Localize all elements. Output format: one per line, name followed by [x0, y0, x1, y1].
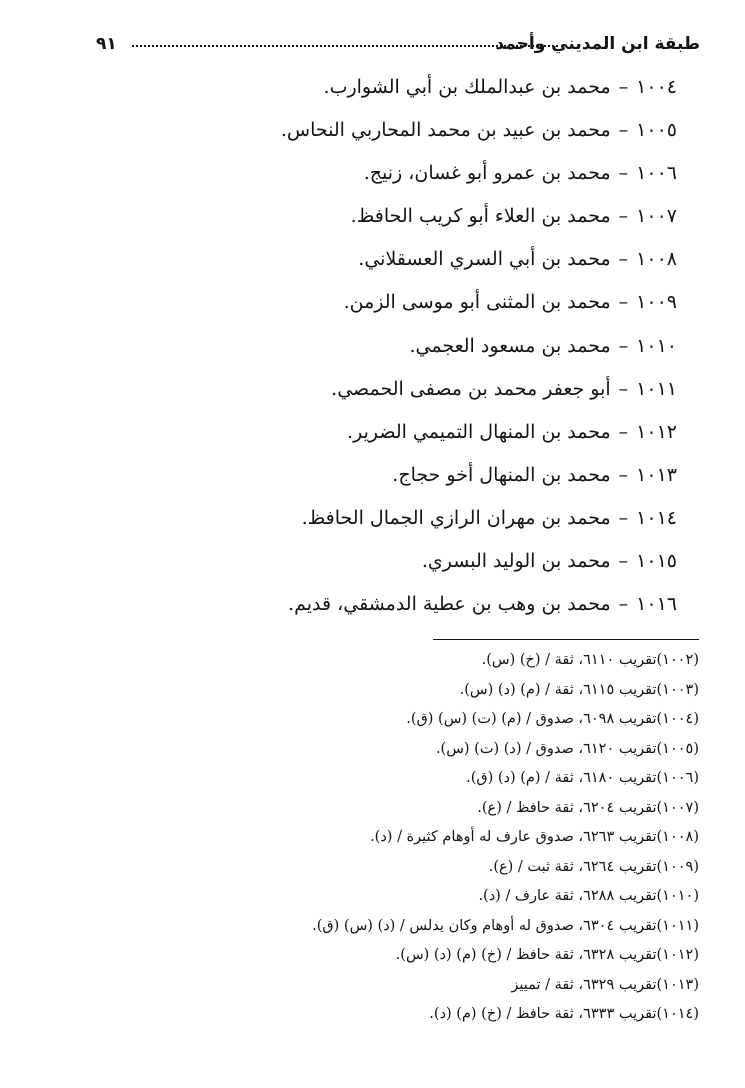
entry-dash: – — [618, 76, 629, 98]
entry-number: ١٠١٦ — [636, 593, 677, 616]
entry-dash: – — [618, 463, 629, 486]
entry-dash: – — [618, 119, 629, 142]
entry-number: ١٠٠٨ — [636, 248, 677, 271]
narrator-entry — [117, 281, 677, 324]
narrator-entry — [117, 325, 677, 368]
entry-text: محمد بن الوليد البسري. — [421, 550, 611, 573]
entry-text: أبو جعفر محمد بن مصفى الحمصي. — [331, 377, 611, 400]
entry-dash: – — [618, 377, 629, 400]
entry-text: محمد بن المثنى أبو موسى الزمن. — [343, 291, 611, 314]
footnote: (١٠١٣)تقريب ٦٣٢٩، ثقة / تمييز — [511, 976, 699, 993]
entry-number: ١٠٠٧ — [636, 205, 677, 228]
entry-text: محمد بن وهب بن عطية الدمشقي، قديم. — [288, 593, 611, 616]
footnote: (١٠٠٦)تقريب ٦١٨٠، ثقة / (م) (د) (ق). — [466, 770, 699, 786]
footnote: (١٠٠٨)تقريب ٦٢٦٣، صدوق عارف له أوهام كثيرة / (د). — [370, 829, 699, 845]
page-number: ٩١ — [96, 34, 117, 54]
footnote: (١٠١٤)تقريب ٦٣٣٣، ثقة حافظ / (خ) (م) (د). — [429, 1006, 699, 1022]
narrator-entry — [117, 195, 677, 238]
entry-text: محمد بن المنهال أخو حجاج. — [392, 463, 611, 486]
narrator-entry — [117, 540, 677, 583]
entry-text: محمد بن العلاء أبو كريب الحافظ. — [350, 205, 611, 228]
footnote-separator — [433, 639, 699, 640]
narrator-entry — [117, 411, 677, 454]
entry-text: محمد بن عبدالملك بن أبي الشوارب. — [323, 76, 611, 98]
running-title: طبقة ابن المديني وأحمد — [495, 34, 700, 54]
entry-number: ١٠٠٥ — [636, 119, 677, 142]
dotted-leader — [132, 45, 558, 47]
narrator-entry — [117, 454, 677, 497]
entry-text: محمد بن عبيد بن محمد المحاربي النحاس. — [280, 119, 611, 142]
narrator-entry — [117, 583, 677, 626]
footnote: (١٠٠٧)تقريب ٦٢٠٤، ثقة حافظ / (ع). — [477, 799, 699, 816]
entry-dash: – — [618, 162, 629, 185]
footnote: (١٠٠٤)تقريب ٦٠٩٨، صدوق / (م) (ت) (س) (ق). — [406, 711, 699, 727]
footnote: (١٠١١)تقريب ٦٣٠٤، صدوق له أوهام وكان يدلس / (د) (س) (ق). — [312, 917, 699, 934]
entry-dash: – — [618, 593, 629, 616]
narrator-entry — [117, 66, 677, 109]
entry-number: ١٠٠٩ — [636, 291, 677, 314]
entry-number: ١٠٠٦ — [636, 162, 677, 185]
entry-number: ١٠١١ — [636, 377, 677, 400]
footnote: (١٠٠٥)تقريب ٦١٢٠، صدوق / (د) (ت) (س). — [435, 740, 699, 757]
footnote: (١٠١٠)تقريب ٦٢٨٨، ثقة عارف / (د). — [478, 888, 699, 904]
entry-number: ١٠١٣ — [636, 463, 677, 486]
entry-text: محمد بن عمرو أبو غسان، زنيج. — [363, 162, 611, 185]
entry-text: محمد بن مسعود العجمي. — [409, 334, 611, 357]
entry-text: محمد بن أبي السري العسقلاني. — [358, 248, 611, 271]
entry-number: ١٠١٠ — [636, 334, 677, 357]
entry-dash: – — [618, 248, 629, 271]
footnote: (١٠٠٣)تقريب ٦١١٥، ثقة / (م) (د) (س). — [459, 681, 699, 698]
entry-number: ١٠١٥ — [636, 550, 677, 573]
entry-dash: – — [618, 550, 629, 573]
footnotes — [39, 646, 699, 1030]
narrator-list — [117, 66, 677, 626]
entry-dash: – — [618, 291, 629, 314]
entry-dash: – — [618, 506, 629, 529]
narrator-entry — [117, 152, 677, 195]
narrator-entry — [117, 497, 677, 540]
narrator-entry — [117, 368, 677, 411]
footnote: (١٠٠٩)تقريب ٦٢٦٤، ثقة ثبت / (ع). — [488, 858, 699, 875]
running-header — [90, 34, 700, 60]
entry-number: ١٠٠٤ — [636, 76, 677, 98]
entry-dash: – — [618, 420, 629, 443]
narrator-entry — [117, 238, 677, 281]
entry-dash: – — [618, 205, 629, 228]
footnote: (١٠١٢)تقريب ٦٣٢٨، ثقة حافظ / (خ) (م) (د) (س). — [395, 947, 699, 963]
entry-dash: – — [618, 334, 629, 357]
entry-number: ١٠١٢ — [636, 420, 677, 443]
entry-text: محمد بن المنهال التميمي الضرير. — [347, 420, 611, 443]
narrator-entry — [117, 109, 677, 152]
footnote: (١٠٠٢)تقريب ٦١١٠، ثقة / (خ) (س). — [481, 652, 699, 668]
entry-number: ١٠١٤ — [636, 506, 677, 529]
entry-text: محمد بن مهران الرازي الجمال الحافظ. — [301, 506, 611, 529]
